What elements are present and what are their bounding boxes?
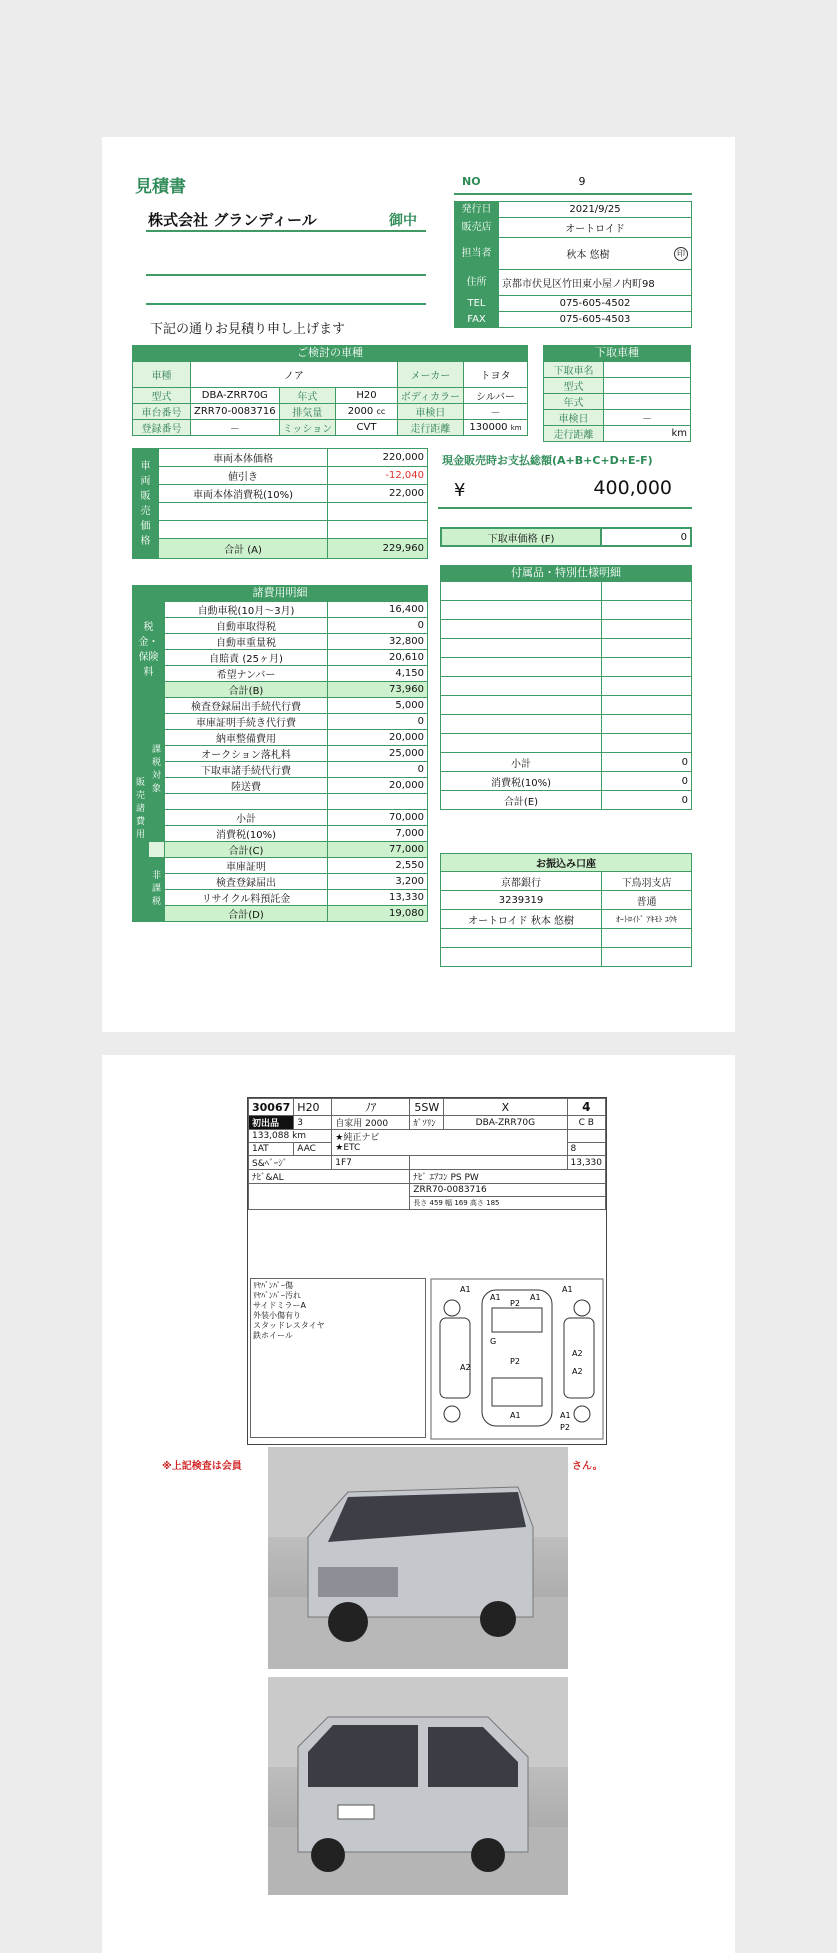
options-tax-label: 消費税(10%): [441, 772, 602, 791]
option-value: [602, 696, 692, 715]
note: ﾘﾔﾊﾞﾝﾊﾟｰ汚れ: [253, 1291, 301, 1300]
options-table: [440, 581, 692, 810]
price-row-label: 車両本体価格: [159, 449, 328, 467]
bank-name: 京都銀行: [441, 872, 602, 891]
inspection-date: －: [464, 404, 528, 420]
c-total-value: 77,000: [328, 842, 428, 858]
model-year: 20: [305, 1100, 320, 1114]
fee-garage-cert-label: 車庫証明: [165, 858, 328, 874]
option-value: [602, 582, 692, 601]
option-value: [602, 677, 692, 696]
fee-tradein-proc-label: 下取車諸手続代行費: [165, 762, 328, 778]
vehicle-table: [132, 361, 528, 436]
quote-no-label: NO: [462, 175, 481, 188]
fee-insurance-value: 20,610: [328, 650, 428, 666]
tradein-mileage-unit: km: [604, 426, 691, 442]
options-subtotal-value: 0: [602, 753, 692, 772]
staff: 秋本 悠樹: [566, 250, 610, 261]
fee-recycle-value: 13,330: [328, 890, 428, 906]
issuer-info-table: [454, 201, 692, 328]
mileage-unit: km: [510, 424, 522, 432]
fee-auto-tax-value: 16,400: [328, 602, 428, 618]
type-value: DBA-ZRR70G: [191, 388, 280, 404]
diagram-mark: A1: [510, 1411, 521, 1420]
account-holder-kana: ｵｰﾄﾛｲﾄﾞ ｱｷﾓﾄ ﾕｳｷ: [602, 910, 692, 929]
account-type: 普通: [602, 891, 692, 910]
address: 京都市伏見区竹田東小屋ノ内町98: [499, 270, 692, 296]
diagram-mark: P2: [560, 1423, 570, 1432]
bank-blank: [602, 948, 692, 967]
ac: AAC: [294, 1143, 332, 1156]
sales-side-label: 販売諸費用: [133, 698, 149, 922]
displacement: 2000: [347, 406, 374, 417]
quote-title: 見積書: [135, 177, 186, 197]
color-number: 1F7: [332, 1156, 410, 1170]
car-front-photo: [268, 1447, 568, 1669]
year-value: H20: [336, 388, 398, 404]
diagram-mark: A2: [572, 1367, 583, 1376]
auction-page: [102, 1055, 735, 1953]
fee-blank-value: [328, 794, 428, 810]
diagram-mark: A1: [562, 1285, 573, 1294]
tradein-year: [604, 394, 691, 410]
blank-cell: [410, 1156, 567, 1170]
dealer-label: 販売店: [455, 218, 499, 238]
fee-transport-value: 20,000: [328, 778, 428, 794]
fee-garage-label: 車庫証明手続き代行費: [165, 714, 328, 730]
displacement-label: 排気量: [279, 404, 336, 420]
mileage-cell: [249, 1130, 332, 1143]
tradein-type-label: 型式: [544, 378, 604, 394]
fee-registration-label: 検査登録届出手続代行費: [165, 698, 328, 714]
no-underline: [454, 193, 692, 195]
notes-area: [249, 1184, 410, 1210]
vehicle-header: ご検討の車種: [132, 345, 528, 361]
tradein-price-table: [440, 527, 692, 547]
discount-label: 値引き: [159, 467, 328, 485]
registration-number: －: [191, 420, 280, 436]
color-value: シルバー: [464, 388, 528, 404]
bank-blank: [441, 929, 602, 948]
equipment-2: ﾅﾋﾞ ｴｱｺﾝ PS PW: [410, 1170, 606, 1184]
fee-insurance-label: 自賠責 (25ヶ月): [165, 650, 328, 666]
auction-sheet: [247, 1097, 607, 1445]
van-rear-icon: [268, 1677, 568, 1895]
issue-date-label: 発行日: [455, 202, 499, 218]
fee-consumption-tax-value: 7,000: [328, 826, 428, 842]
diagram-mark: A1: [560, 1411, 571, 1420]
d-total-label: 合計(D): [165, 906, 328, 922]
inspection-label: 車検日: [397, 404, 463, 420]
dimensions: 長さ 459 幅 169 高さ 185: [410, 1197, 606, 1210]
price-total-value: 229,960: [328, 539, 428, 559]
type-label: 型式: [133, 388, 191, 404]
fee-acq-tax-label: 自動車取得税: [165, 618, 328, 634]
options-total-value: 0: [602, 791, 692, 810]
fee-acq-tax-value: 0: [328, 618, 428, 634]
staff-label: 担当者: [455, 238, 499, 270]
dealer: オートロイド: [499, 218, 692, 238]
body-tax-label: 車両本体消費税(10%): [159, 485, 328, 503]
quote-page: [102, 137, 735, 1032]
car-name-label: 車種: [133, 362, 191, 388]
greeting: 下記の通りお見積り申し上げます: [150, 322, 346, 337]
cash-underline: [438, 507, 692, 509]
car-name-kana: ﾉｱ: [332, 1099, 410, 1116]
note: サイドミラーA: [253, 1301, 306, 1310]
blank-cell: [567, 1130, 606, 1143]
fee-weight-tax-label: 自動車重量税: [165, 634, 328, 650]
address-label: 住所: [455, 270, 499, 296]
tradein-mileage-label: 走行距離: [544, 426, 604, 442]
era: H: [297, 1100, 306, 1114]
tradein-table: [543, 361, 691, 442]
mission: CVT: [336, 420, 398, 436]
options-total-label: 合計(E): [441, 791, 602, 810]
fee-plate-value: 4,150: [328, 666, 428, 682]
sale-point: ★ETC: [335, 1143, 361, 1153]
auction-mileage: 133,088: [252, 1131, 290, 1141]
inspection-notes: [250, 1278, 426, 1438]
mileage-label: 走行距離: [397, 420, 463, 436]
int-ext-score: [567, 1116, 606, 1130]
option-row: [441, 639, 602, 658]
blank-line-1: [146, 274, 426, 276]
diagram-mark: P2: [510, 1357, 520, 1366]
car-rear-photo: [268, 1677, 568, 1895]
seal-mark: 印: [674, 247, 688, 261]
tradein-name: [604, 362, 691, 378]
option-value: [602, 715, 692, 734]
tradein-type: [604, 378, 691, 394]
account-number: 3239319: [441, 891, 602, 910]
option-row: [441, 601, 602, 620]
fee-tradein-proc-value: 0: [328, 762, 428, 778]
option-row: [441, 677, 602, 696]
fee-auction-label: オークション落札料: [165, 746, 328, 762]
option-value: [602, 620, 692, 639]
tradein-inspection-label: 車検日: [544, 410, 604, 426]
tradein-name-label: 下取車名: [544, 362, 604, 378]
grade: X: [444, 1099, 567, 1116]
auction-mileage-unit: km: [292, 1131, 307, 1141]
note: スタッドレスタイヤ: [253, 1321, 325, 1330]
maker-label: メーカー: [397, 362, 463, 388]
diagram-mark: P2: [510, 1299, 520, 1308]
interior-score: C: [578, 1117, 585, 1128]
fee-recycle-label: リサイクル料預託金: [165, 890, 328, 906]
capacity: 8: [567, 1143, 606, 1156]
fee-inspection-reg-label: 検査登録届出: [165, 874, 328, 890]
fee-auction-value: 25,000: [328, 746, 428, 762]
option-row: [441, 696, 602, 715]
d-total-value: 19,080: [328, 906, 428, 922]
fee-plate-label: 希望ナンバー: [165, 666, 328, 682]
mileage-cell: [464, 420, 528, 436]
note: 外装小傷有り: [253, 1311, 301, 1320]
tradein-price-label: 下取車価格 (F): [441, 528, 601, 546]
chassis-value: ZRR70-0083716: [191, 404, 280, 420]
year-label: 年式: [279, 388, 336, 404]
cash-title: 現金販売時お支払総額(A+B+C+D+E-F): [442, 454, 653, 467]
lot-number: 30067: [249, 1099, 294, 1116]
car-name: ノア: [191, 362, 398, 388]
mileage: 130000: [469, 422, 508, 433]
option-row: [441, 658, 602, 677]
fee-maintenance-label: 納車整備費用: [165, 730, 328, 746]
cc: 2000: [365, 1119, 389, 1129]
mission-label: ミッション: [279, 420, 336, 436]
score: 4: [567, 1099, 606, 1116]
month: 3: [294, 1116, 332, 1130]
tel: 075-605-4502: [499, 296, 692, 312]
tradein-price-value: 0: [601, 528, 691, 546]
fee-inspection-reg-value: 3,200: [328, 874, 428, 890]
fee-auto-tax-label: 自動車税(10月～3月): [165, 602, 328, 618]
c-total-spacer: [149, 842, 165, 858]
first-listing-badge: 初出品: [249, 1116, 294, 1130]
diagram-mark: A2: [572, 1349, 583, 1358]
price-side-label: 車両販売価格: [133, 449, 159, 559]
fuel: ｶﾞｿﾘﾝ: [410, 1116, 444, 1130]
issue-date: 2021/9/25: [499, 202, 692, 218]
customer-name: 株式会社 グランディール: [148, 211, 317, 229]
options-tax-value: 0: [602, 772, 692, 791]
diagram-mark: A1: [490, 1293, 501, 1302]
taxable-side-label: 課税対象: [149, 698, 165, 842]
diagram-mark: A1: [530, 1293, 541, 1302]
options-header: 付属品・特別仕様明細: [440, 565, 692, 581]
option-value: [602, 658, 692, 677]
option-value: [602, 734, 692, 753]
tradein-header: 下取車種: [543, 345, 691, 361]
honorific: 御中: [389, 213, 417, 229]
fee-registration-value: 5,000: [328, 698, 428, 714]
option-row: [441, 620, 602, 639]
price-row-value: 220,000: [328, 449, 428, 467]
option-value: [602, 601, 692, 620]
tradein-inspection: －: [604, 410, 691, 426]
year-cell: [294, 1099, 332, 1116]
fee-consumption-tax-label: 消費税(10%): [165, 826, 328, 842]
auction-chassis: ZRR70-0083716: [410, 1184, 606, 1197]
price-table: [132, 448, 428, 559]
note: 鉄ホイール: [253, 1331, 293, 1340]
diagram-mark: A2: [460, 1363, 471, 1372]
price-total-label: 合計 (A): [159, 539, 328, 559]
recycle-fee: 13,330: [567, 1156, 606, 1170]
tax-total-value: 73,960: [328, 682, 428, 698]
option-value: [602, 639, 692, 658]
fee-subtotal-label: 小計: [165, 810, 328, 826]
use-cc: [332, 1116, 410, 1130]
shift: 1AT: [249, 1143, 294, 1156]
fee-garage-cert-value: 2,550: [328, 858, 428, 874]
warning-right: さん。: [572, 1461, 603, 1472]
displacement-cell: [336, 404, 398, 420]
currency-symbol: ¥: [454, 480, 466, 501]
price-blank-value: [328, 503, 428, 521]
option-row: [441, 582, 602, 601]
color: S&ﾍﾞｰｼﾞ: [249, 1156, 332, 1170]
price-blank-row: [159, 521, 328, 539]
account-holder: オートロイド 秋本 悠樹: [441, 910, 602, 929]
displacement-unit: cc: [376, 407, 386, 416]
sale-point: ★純正ナビ: [335, 1133, 380, 1143]
fee-subtotal-value: 70,000: [328, 810, 428, 826]
price-blank-value: [328, 521, 428, 539]
van-front-icon: [268, 1447, 568, 1669]
fee-maintenance-value: 20,000: [328, 730, 428, 746]
bank-blank: [602, 929, 692, 948]
bank-blank: [441, 948, 602, 967]
door-count: 5SW: [410, 1099, 444, 1116]
fee-transport-label: 陸送費: [165, 778, 328, 794]
model-code: DBA-ZRR70G: [444, 1116, 567, 1130]
bank-branch: 下鳥羽支店: [602, 872, 692, 891]
fee-weight-tax-value: 32,800: [328, 634, 428, 650]
tel-label: TEL: [455, 296, 499, 312]
bank-header: お振込み口座: [441, 854, 692, 872]
option-row: [441, 715, 602, 734]
customer-underline: [146, 230, 426, 232]
fees-table: [132, 601, 428, 922]
fee-garage-value: 0: [328, 714, 428, 730]
maker: トヨタ: [464, 362, 528, 388]
diagram-mark: A1: [460, 1285, 471, 1294]
fees-header: 諸費用明細: [132, 585, 428, 601]
car-damage-diagram: [430, 1278, 604, 1440]
options-subtotal-label: 小計: [441, 753, 602, 772]
bank-table: [440, 853, 692, 967]
body-tax-value: 22,000: [328, 485, 428, 503]
sale-points: [332, 1130, 567, 1156]
auction-sheet-header: [248, 1098, 606, 1210]
warning-left: ※上記検査は会員: [162, 1461, 242, 1472]
tax-side-label: 税金・保険料: [133, 602, 165, 698]
price-blank-row: [159, 503, 328, 521]
chassis-label: 車台番号: [133, 404, 191, 420]
diagram-mark: G: [490, 1337, 497, 1346]
color-label: ボディカラー: [397, 388, 463, 404]
c-total-label: 合計(C): [165, 842, 328, 858]
fax-label: FAX: [455, 312, 499, 328]
option-row: [441, 734, 602, 753]
staff-cell: [499, 238, 692, 270]
exterior-score: B: [587, 1117, 594, 1128]
cash-amount: 400,000: [593, 477, 672, 499]
note: ﾘﾔﾊﾞﾝﾊﾟｰ傷: [253, 1281, 293, 1290]
blank-line-2: [146, 303, 426, 305]
equipment: ﾅﾋﾞ&AL: [249, 1170, 410, 1184]
discount-value: -12,040: [328, 467, 428, 485]
fax: 075-605-4503: [499, 312, 692, 328]
nontax-side-label: 非課税: [149, 858, 165, 922]
registration-label: 登録番号: [133, 420, 191, 436]
use: 自家用: [335, 1119, 363, 1129]
tradein-year-label: 年式: [544, 394, 604, 410]
tax-total-label: 合計(B): [165, 682, 328, 698]
fee-blank-label: [165, 794, 328, 810]
quote-no-value: 9: [578, 175, 586, 188]
